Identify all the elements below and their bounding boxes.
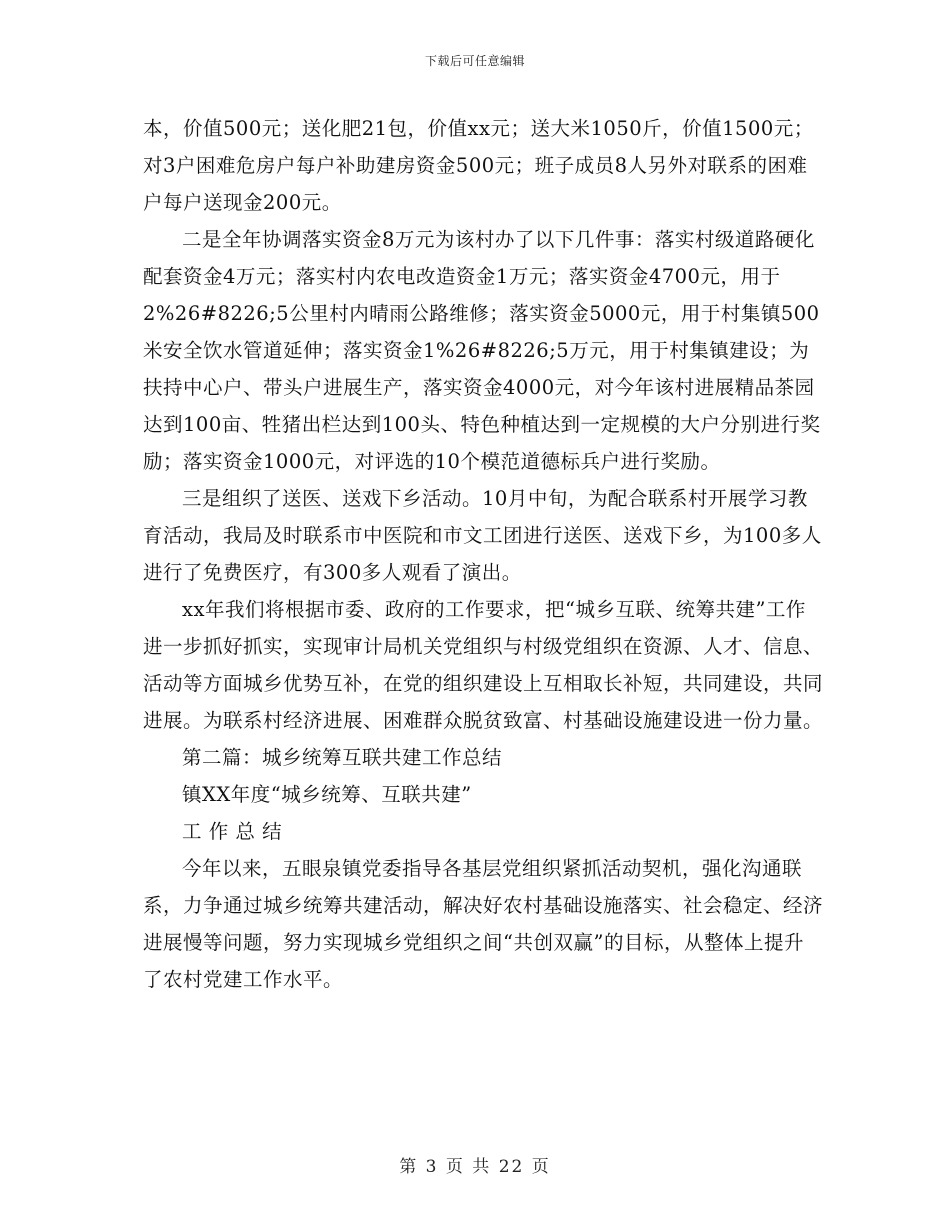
page-number: 第 3 页 共 22 页 [399,1157,551,1177]
report-title: 镇XX年度“城乡统筹、互联共建” [182,783,472,806]
paragraph-3: 三是组织了送医、送戏下乡活动。10月中旬，为配合联系村开展学习教育活动，我局及时联系市中医院和市文工团进行送医、送戏下乡，为100多人进行了免费医疗，有300多人观看了演出。 [143,487,822,584]
paragraph-2: 二是全年协调落实资金8万元为该村办了以下几件事：落实村级道路硬化配套资金4万元；落实村内农电改造资金1万元；落实资金4700元，用于2%26#8226;5公里村内晴雨公路维修；落实资金5000元，用于村集镇500米安全饮水管道延伸；落实资金1%26#8226;5万元，用于村集镇建设；为扶持中心户、带头户进展生产，落实资金4000元，对今年该村进展精品茶园达到100亩、牲猪出栏达到100头、特色种植达到一定规模的大户分别进行奖励；落实资金1000元，对评选的10个模范道德标兵户进行奖励。 [143,228,821,473]
page-header: 下载后可任意编辑 [424,54,525,68]
section-title: 第二篇：城乡统筹互联共建工作总结 [182,746,503,769]
paragraph-5: 今年以来，五眼泉镇党委指导各基层党组织紧抓活动契机，强化沟通联系，力争通过城乡统筹共建活动，解决好农村基础设施落实、社会稳定、经济进展慢等问题，努力实现城乡党组织之间“共创双赢”的目标，从整体上提升了农村党建工作水平。 [143,857,824,991]
report-subtitle: 工 作 总 结 [182,820,283,843]
document-body [143,110,823,998]
paragraph-1: 本，价值500元；送化肥21包，价值xx元；送大米1050斤，价值1500元；对3户困难危房户每户补助建房资金500元；班子成员8人另外对联系的困难户每户送现金200元。 [143,117,814,214]
paragraph-4: xx年我们将根据市委、政府的工作要求，把“城乡互联、统筹共建”工作进一步抓好抓实，实现审计局机关党组织与村级党组织在资源、人才、信息、活动等方面城乡优势互补，在党的组织建设上互相取长补短，共同建设，共同进展。为联系村经济进展、困难群众脱贫致富、村基础设施建设进一份力量。 [143,598,824,732]
